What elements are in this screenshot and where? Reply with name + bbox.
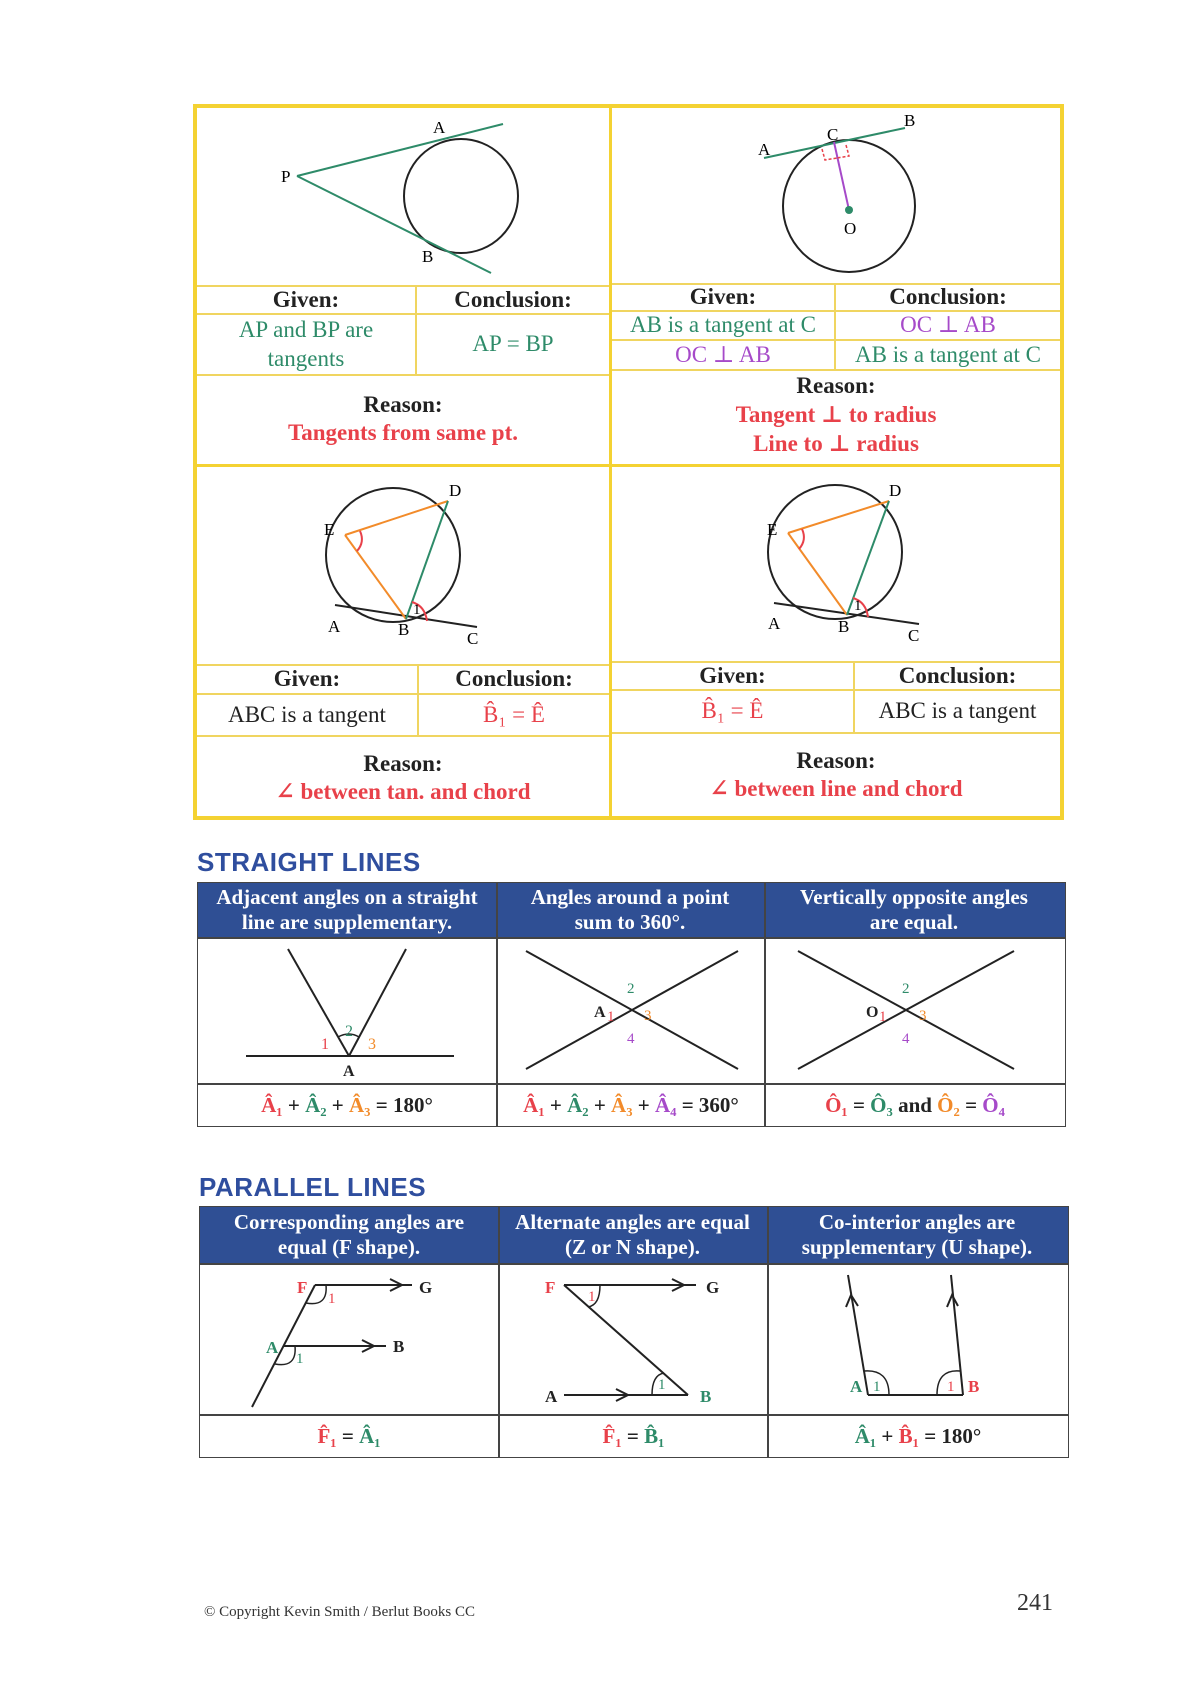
circle-box-middle-divider (193, 464, 1064, 467)
given-line-2: tangents (267, 345, 345, 371)
straight-eq-3: Ô₁ = Ô₃ and Ô₂ = Ô₄ (825, 1092, 1005, 1117)
cell3-reason-text: ∠ between tan. and chord (275, 779, 531, 805)
copyright-text: © Copyright Kevin Smith / Berlut Books CC (204, 1604, 475, 1620)
straight-eq-2: Â₁ + Â₂ + Â₃ + Â₄ = 360° (523, 1092, 739, 1117)
tangent-perpendicular-radius-diagram (612, 108, 1060, 282)
label-f1: 1 (588, 1289, 596, 1305)
header-line-2: line are supplementary. (241, 910, 453, 934)
cell1-reason-text: Tangents from same pt. (287, 419, 518, 445)
header-line-1: Vertically opposite angles (800, 884, 1028, 909)
label-e: E (767, 520, 778, 539)
tangents-from-point-diagram (197, 108, 609, 284)
label-1: 1 (321, 1036, 329, 1053)
straight-lines-table (197, 882, 1066, 1127)
label-4: 4 (902, 1031, 910, 1047)
label-b1: 1 (947, 1379, 955, 1395)
label-f: F (297, 1278, 308, 1297)
label-f: F (545, 1278, 556, 1297)
header-line-2: sum to 360°. (574, 910, 686, 934)
cell2-conclusion-row1: OC ⊥ AB (900, 312, 996, 338)
given-line-1: AP and BP are (238, 316, 374, 342)
cell4-given-text: B̂₁ = Ê (701, 698, 764, 724)
label-a: A (343, 1063, 355, 1080)
label-d: D (889, 481, 902, 500)
label-c: C (827, 125, 839, 144)
cell4-reason-text: ∠ between line and chord (709, 776, 963, 802)
cell3-conclusion-text: B̂₁ = Ê (483, 701, 545, 727)
cell2-reason-header: Reason: (796, 372, 876, 398)
label-angle-1: 1 (413, 602, 421, 618)
label-a1: 1 (296, 1351, 304, 1367)
cell2-conclusion-row2: AB is a tangent at C (855, 341, 1041, 367)
term-a4: Â₄ (654, 1092, 677, 1117)
cell1-given-header: Given: (272, 286, 340, 312)
cell3-conclusion-header: Conclusion: (455, 666, 573, 692)
label-a1: 1 (873, 1379, 881, 1395)
parallel-lines-title: PARALLEL LINES (199, 1172, 427, 1202)
label-a: A (433, 118, 446, 137)
term-o4: Ô₄ (982, 1092, 1005, 1117)
tan-chord-angle-diagram (197, 469, 609, 663)
term-a1: Â₁ (854, 1423, 877, 1448)
label-b: B (700, 1387, 712, 1406)
label-3: 3 (368, 1036, 376, 1053)
header-line-1: Co-interior angles are (818, 1209, 1016, 1234)
label-a: A (768, 614, 781, 633)
cell2-reason-line2: Line to ⊥ radius (753, 431, 919, 457)
label-b: B (422, 247, 434, 266)
label-a: A (594, 1004, 606, 1021)
term-b1: B̂₁ (644, 1423, 665, 1448)
rhs: = 360° (681, 1092, 739, 1117)
parallel-eq-1: F̂₁ = Â₁ (317, 1423, 381, 1448)
label-o: O (844, 219, 857, 238)
divider (197, 735, 609, 737)
cell2-conclusion-header: Conclusion: (889, 284, 1007, 310)
cell1-conclusion-header: Conclusion: (454, 286, 572, 312)
page-number: 241 (1017, 1590, 1053, 1616)
co-interior-angles-figure (769, 1265, 1067, 1413)
term-b1: B̂₁ (898, 1423, 919, 1448)
cell2-reason-line1: Tangent ⊥ to radius (735, 402, 937, 428)
header-line-1: Corresponding angles are (233, 1209, 465, 1234)
parallel-eq-2: F̂₁ = B̂₁ (602, 1423, 665, 1448)
parallel-header-1 (200, 1207, 498, 1263)
cell4-reason-header: Reason: (796, 747, 876, 773)
label-b1: 1 (658, 1377, 666, 1393)
header-line-1: Alternate angles are equal (515, 1209, 750, 1234)
label-g: G (419, 1278, 433, 1297)
divider (197, 374, 609, 376)
cell4-conclusion-header: Conclusion: (898, 662, 1017, 688)
header-line-2: (Z or N shape). (565, 1235, 700, 1259)
header-line-1: Adjacent angles on a straight (216, 884, 478, 909)
parallel-eq-3: Â₁ + B̂₁ = 180° (854, 1423, 982, 1448)
corresponding-angles-figure (200, 1265, 498, 1413)
label-a: A (545, 1387, 558, 1406)
cell4-conclusion-text: ABC is a tangent (878, 698, 1037, 724)
header-line-2: equal (F shape). (277, 1235, 421, 1259)
cell1-reason-header: Reason: (363, 391, 443, 417)
label-1: 1 (879, 1009, 887, 1025)
label-3: 3 (644, 1008, 652, 1024)
rhs: = 180° (375, 1092, 433, 1117)
straight-header-3 (764, 883, 1064, 937)
cell3-given-text: ABC is a tangent (228, 701, 386, 727)
term-o1: Ô₁ (825, 1092, 848, 1117)
label-o: O (866, 1004, 879, 1021)
term-a2: Â₂ (305, 1092, 327, 1117)
term-o3: Ô₃ (870, 1092, 893, 1117)
adjacent-angles-figure (198, 939, 496, 1083)
label-2: 2 (902, 981, 910, 997)
cell2-given-row1: AB is a tangent at C (630, 312, 816, 338)
straight-eq-1: Â₁ + Â₂ + Â₃ = 180° (261, 1092, 433, 1117)
label-b: B (968, 1377, 980, 1396)
label-d: D (449, 481, 462, 500)
label-e: E (324, 520, 335, 539)
label-f1: 1 (328, 1291, 336, 1307)
label-2: 2 (345, 1023, 353, 1040)
term-a1: Â₁ (359, 1423, 381, 1448)
term-f1: F̂₁ (317, 1423, 337, 1448)
cell2-given-row2: OC ⊥ AB (675, 341, 771, 367)
term-a1: Â₁ (261, 1092, 283, 1117)
label-3: 3 (919, 1008, 927, 1024)
straight-lines-title: STRAIGHT LINES (197, 847, 421, 877)
label-g: G (706, 1278, 720, 1297)
label-b: B (398, 620, 410, 639)
label-b: B (838, 617, 850, 636)
angles-around-point-figure (498, 939, 764, 1083)
and-word: and (898, 1092, 932, 1117)
label-b: B (393, 1337, 405, 1356)
parallel-header-2 (498, 1207, 767, 1263)
term-a1: Â₁ (523, 1092, 545, 1117)
header-line-2: are equal. (869, 910, 959, 934)
vertically-opposite-figure (766, 939, 1064, 1083)
label-a: A (328, 617, 341, 636)
cell2-given-header: Given: (689, 284, 757, 310)
term-o2: Ô₂ (937, 1092, 960, 1117)
label-a: A (266, 1338, 279, 1357)
label-c: C (908, 626, 920, 645)
term-a2: Â₂ (567, 1092, 589, 1117)
label-b: B (904, 111, 916, 130)
label-4: 4 (627, 1031, 635, 1047)
parallel-lines-table (199, 1206, 1069, 1458)
header-line-2: supplementary (U shape). (801, 1235, 1033, 1259)
term-a3: Â₃ (611, 1092, 633, 1117)
straight-header-2 (496, 883, 764, 937)
cell4-given-header: Given: (699, 662, 766, 688)
label-p: P (281, 167, 291, 186)
header-line-1: Angles around a point (530, 884, 730, 909)
cell1-given-text (197, 315, 415, 374)
rhs: = 180° (924, 1423, 982, 1448)
label-a: A (850, 1377, 863, 1396)
cell1-conclusion-text: AP = BP (472, 331, 554, 357)
cell3-given-header: Given: (273, 666, 341, 692)
term-a3: Â₃ (349, 1092, 371, 1117)
alternate-angles-figure (500, 1265, 767, 1413)
label-a: A (758, 140, 771, 159)
cell3-reason-header: Reason: (363, 750, 443, 776)
line-chord-angle-diagram (612, 469, 1060, 661)
divider (612, 732, 1060, 734)
parallel-header-3 (767, 1207, 1067, 1263)
label-2: 2 (627, 981, 635, 997)
label-1: 1 (607, 1009, 615, 1025)
term-f1: F̂₁ (602, 1423, 622, 1448)
label-c: C (467, 629, 479, 648)
straight-header-1 (198, 883, 496, 937)
label-angle-1: 1 (854, 598, 862, 614)
